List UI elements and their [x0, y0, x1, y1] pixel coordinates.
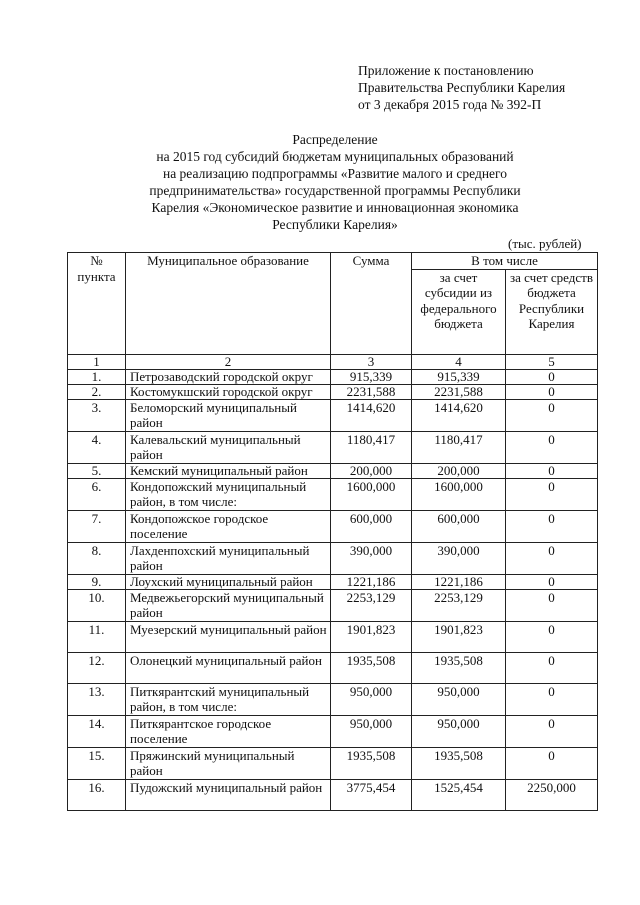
row-num: 14.	[68, 715, 126, 747]
table-row	[68, 399, 598, 431]
row-sum: 1180,417	[331, 431, 412, 463]
row-federal: 1414,620	[412, 399, 506, 431]
row-sum: 1935,508	[331, 652, 412, 683]
title-line-3: на реализацию подпрограммы «Развитие малого и среднего	[162, 166, 508, 181]
row-num: 12.	[68, 652, 126, 683]
row-regional: 0	[506, 399, 598, 431]
title-line-6: Республики Карелия»	[272, 217, 398, 232]
attachment-line-1: Приложение к постановлению	[358, 63, 534, 78]
row-regional: 0	[506, 747, 598, 779]
table-row	[68, 683, 598, 715]
row-sum: 200,000	[331, 463, 412, 478]
table-row	[68, 715, 598, 747]
row-federal: 600,000	[412, 510, 506, 542]
header-federal: за счет субсидии из федерального бюджета	[412, 269, 506, 354]
row-num: 11.	[68, 621, 126, 652]
row-sum: 3775,454	[331, 779, 412, 810]
row-name: Муезерский муниципальный район	[126, 621, 331, 652]
row-num: 6.	[68, 478, 126, 510]
table-row	[68, 652, 598, 683]
index-cell: 3	[331, 354, 412, 369]
row-name: Кемский муниципальный район	[126, 463, 331, 478]
row-sum: 1600,000	[331, 478, 412, 510]
header-sum: Сумма	[331, 253, 412, 355]
attachment-note	[358, 62, 565, 113]
row-federal: 2231,588	[412, 384, 506, 399]
row-name: Кондопожский муниципальный район, в том числе:	[126, 478, 331, 510]
table-row	[68, 463, 598, 478]
table-row	[68, 747, 598, 779]
table-row	[68, 621, 598, 652]
row-num: 16.	[68, 779, 126, 810]
header-regional: за счет средств бюджета Республики Карелия	[506, 269, 598, 354]
row-regional: 0	[506, 478, 598, 510]
row-sum: 1901,823	[331, 621, 412, 652]
table-row	[68, 510, 598, 542]
header-including: В том числе	[412, 253, 598, 270]
index-cell: 4	[412, 354, 506, 369]
row-name: Костомукшский городской округ	[126, 384, 331, 399]
index-cell: 2	[126, 354, 331, 369]
table-row	[68, 431, 598, 463]
header-name: Муниципальное образование	[126, 253, 331, 355]
row-federal: 1935,508	[412, 652, 506, 683]
table-row	[68, 384, 598, 399]
row-num: 4.	[68, 431, 126, 463]
row-num: 9.	[68, 574, 126, 589]
title-line-1: Распределение	[292, 132, 378, 147]
row-federal: 1525,454	[412, 779, 506, 810]
row-federal: 1180,417	[412, 431, 506, 463]
row-name: Калевальский муниципальный район	[126, 431, 331, 463]
row-name: Питкярантское городское поселение	[126, 715, 331, 747]
row-federal: 1600,000	[412, 478, 506, 510]
row-num: 7.	[68, 510, 126, 542]
row-name: Лахденпохский муниципальный район	[126, 542, 331, 574]
row-sum: 915,339	[331, 369, 412, 384]
header-num: № пункта	[68, 253, 126, 355]
row-name: Петрозаводский городской округ	[126, 369, 331, 384]
row-name: Пудожский муниципальный район	[126, 779, 331, 810]
row-federal: 390,000	[412, 542, 506, 574]
row-federal: 200,000	[412, 463, 506, 478]
row-regional: 0	[506, 510, 598, 542]
row-num: 5.	[68, 463, 126, 478]
row-name: Беломорский муниципальный район	[126, 399, 331, 431]
row-sum: 600,000	[331, 510, 412, 542]
row-sum: 950,000	[331, 683, 412, 715]
row-num: 8.	[68, 542, 126, 574]
row-name: Олонецкий муниципальный район	[126, 652, 331, 683]
row-num: 2.	[68, 384, 126, 399]
row-sum: 950,000	[331, 715, 412, 747]
row-regional: 0	[506, 384, 598, 399]
index-cell: 1	[68, 354, 126, 369]
row-federal: 1221,186	[412, 574, 506, 589]
table-row	[68, 779, 598, 810]
row-name: Пряжинский муниципальный район	[126, 747, 331, 779]
row-num: 13.	[68, 683, 126, 715]
row-regional: 0	[506, 574, 598, 589]
row-federal: 2253,129	[412, 589, 506, 621]
row-regional: 0	[506, 463, 598, 478]
title-line-5: Карелия «Экономическое развитие и инновационная экономика	[151, 200, 519, 215]
row-federal: 1935,508	[412, 747, 506, 779]
row-num: 3.	[68, 399, 126, 431]
row-regional: 0	[506, 715, 598, 747]
row-name: Лоухский муниципальный район	[126, 574, 331, 589]
row-sum: 2253,129	[331, 589, 412, 621]
row-num: 1.	[68, 369, 126, 384]
row-regional: 0	[506, 431, 598, 463]
attachment-line-2: Правительства Республики Карелия	[358, 80, 566, 95]
row-sum: 1221,186	[331, 574, 412, 589]
row-num: 10.	[68, 589, 126, 621]
document-title	[100, 131, 570, 233]
title-line-4: предпринимательства» государственной программы Республики	[149, 183, 521, 198]
row-regional: 0	[506, 683, 598, 715]
row-regional: 2250,000	[506, 779, 598, 810]
row-sum: 390,000	[331, 542, 412, 574]
title-line-2: на 2015 год субсидий бюджетам муниципальных образований	[156, 149, 514, 164]
row-sum: 1935,508	[331, 747, 412, 779]
table-row	[68, 574, 598, 589]
column-index-row	[68, 354, 598, 369]
attachment-line-3: от 3 декабря 2015 года № 392-П	[358, 97, 542, 112]
table-row	[68, 478, 598, 510]
units-label: (тыс. рублей)	[508, 236, 582, 251]
row-name: Медвежьегорский муниципальный район	[126, 589, 331, 621]
row-regional: 0	[506, 621, 598, 652]
row-sum: 1414,620	[331, 399, 412, 431]
index-cell: 5	[506, 354, 598, 369]
table-row	[68, 542, 598, 574]
row-sum: 2231,588	[331, 384, 412, 399]
row-num: 15.	[68, 747, 126, 779]
row-name: Питкярантский муниципальный район, в том числе:	[126, 683, 331, 715]
row-federal: 950,000	[412, 683, 506, 715]
row-regional: 0	[506, 652, 598, 683]
table-row	[68, 369, 598, 384]
row-regional: 0	[506, 589, 598, 621]
subsidy-table	[67, 252, 598, 811]
row-name: Кондопожское городское поселение	[126, 510, 331, 542]
row-regional: 0	[506, 542, 598, 574]
row-federal: 915,339	[412, 369, 506, 384]
row-federal: 950,000	[412, 715, 506, 747]
row-regional: 0	[506, 369, 598, 384]
row-federal: 1901,823	[412, 621, 506, 652]
table-row	[68, 589, 598, 621]
